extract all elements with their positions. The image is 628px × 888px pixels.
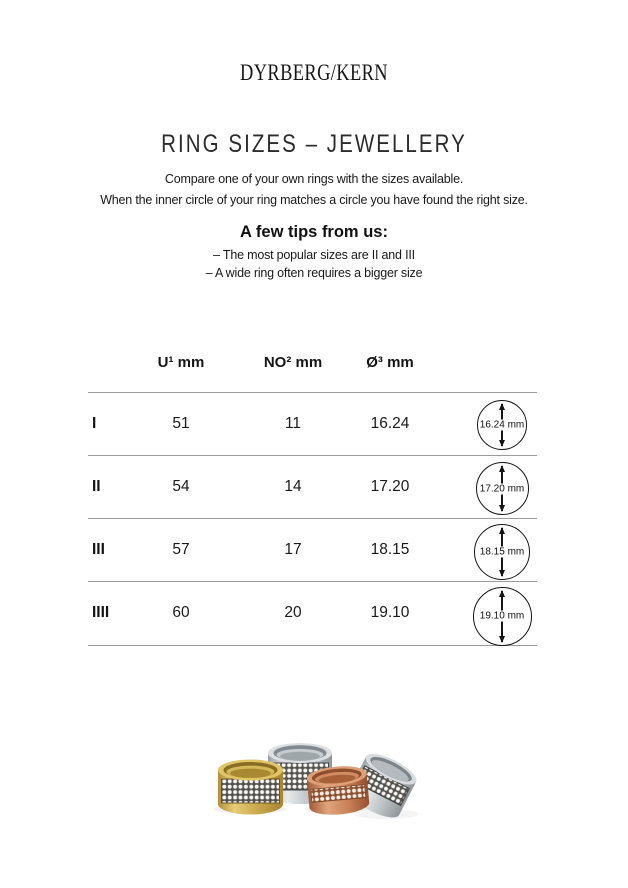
size-circle <box>473 587 532 646</box>
rose-gold-ring <box>306 764 370 817</box>
column-header-diameter-mm: Ø³ mm <box>366 354 414 371</box>
row-size-label: III <box>92 541 105 558</box>
circle-diameter-label: 17.20 mm <box>479 483 525 495</box>
table-row <box>88 582 537 645</box>
row-no-mm: 11 <box>284 414 302 432</box>
size-circle <box>474 524 530 580</box>
row-size-label: IIII <box>92 604 110 622</box>
tips-heading: A few tips from us: <box>240 223 388 241</box>
row-u-mm: 51 <box>172 414 190 432</box>
circle-diameter-label: 19.10 mm <box>479 610 525 622</box>
size-table-rows <box>88 393 537 646</box>
tip-item: – A wide ring often requires a bigger size <box>205 265 423 280</box>
row-diameter-mm: 19.10 <box>370 604 410 622</box>
intro-line-1: Compare one of your own rings with the sizes available. <box>164 172 464 186</box>
row-u-mm: 54 <box>172 477 190 495</box>
tip-item: – The most popular sizes are II and III <box>213 248 415 262</box>
circle-diameter-label: 16.24 mm <box>479 419 525 431</box>
brand-logo: DYRBERG/KERN <box>240 60 388 85</box>
circle-diameter-label: 18.15 mm <box>479 546 525 558</box>
row-diameter-mm: 18.15 <box>370 541 410 558</box>
intro-text <box>0 169 628 210</box>
row-size-label: II <box>92 477 101 495</box>
rings-photo <box>200 730 450 842</box>
size-table <box>88 352 537 646</box>
table-row <box>88 393 537 456</box>
size-circle <box>477 400 527 450</box>
row-size-label: I <box>92 414 97 432</box>
row-no-mm: 20 <box>284 604 302 622</box>
size-table-header <box>88 352 537 393</box>
row-diameter-mm: 17.20 <box>370 477 410 495</box>
table-row <box>88 519 537 582</box>
gold-ring <box>218 760 283 815</box>
row-no-mm: 17 <box>284 541 302 558</box>
intro-line-2: When the inner circle of your ring matches a circle you have found the right size. <box>100 192 528 207</box>
tips-list <box>0 247 628 282</box>
row-no-mm: 14 <box>284 477 302 495</box>
row-u-mm: 60 <box>172 604 190 622</box>
table-row <box>88 456 537 519</box>
column-header-u-mm: U¹ mm <box>157 354 205 371</box>
row-diameter-mm: 16.24 <box>370 414 410 432</box>
column-header-no-mm: NO² mm <box>263 354 323 371</box>
size-circle <box>476 462 529 515</box>
row-u-mm: 57 <box>172 541 190 558</box>
page-title: RING SIZES – JEWELLERY <box>161 130 467 158</box>
